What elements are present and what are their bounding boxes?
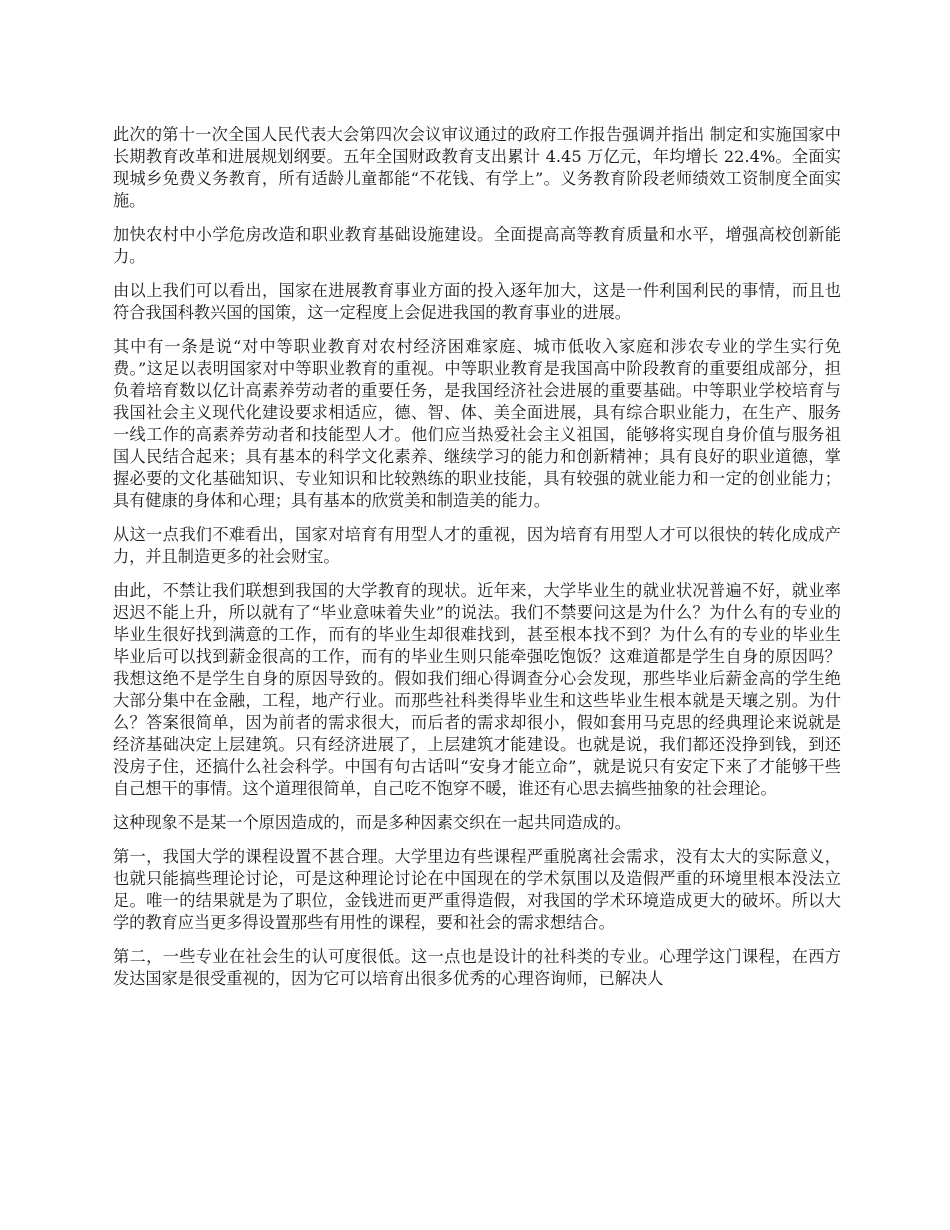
paragraph-3: 由以上我们可以看出，国家在进展教育事业方面的投入逐年加大，这是一件利国利民的事情，而且也符合我国科教兴国的国策，这一定程度上会促进我国的教育事业的进展。 bbox=[113, 281, 841, 322]
paragraph-2: 加快农村中小学危房改造和职业教育基础设施建设。全面提高高等教育质量和水平，增强高校创新能力。 bbox=[113, 225, 841, 266]
paragraph-9: 第二，一些专业在社会生的认可度很低。这一点也是设计的社科类的专业。心理学这门课程，在西方发达国家是很受重视的，因为它可以培育出很多优秀的心理咨询师，已解决人 bbox=[113, 947, 841, 988]
paragraph-8: 第一，我国大学的课程设置不甚合理。大学里边有些课程严重脱离社会需求，没有太大的实际意义，也就只能搞些理论讨论，可是这种理论讨论在中国现在的学术氛围以及造假严重的环境里根本没法立足。唯一的结果就是为了职位，金钱进而更严重得造假，对我国的学术环境造成更大的破坏。所以大学的教育应当更多得设置那些有用性的课程，要和社会的需求想结合。 bbox=[113, 847, 841, 932]
paragraph-1: 此次的第十一次全国人民代表大会第四次会议审议通过的政府工作报告强调并指出 制定和实施国家中长期教育改革和进展规划纲要。五年全国财政教育支出累计 4.45 万亿元，年均增长 22.4%。全面实现城乡免费义务教育，所有适龄儿童都能“不花钱、有学上”。义务教育阶段老师绩效工资制度全面实施。 bbox=[113, 125, 841, 210]
paragraph-6: 由此，不禁让我们联想到我国的大学教育的现状。近年来，大学毕业生的就业状况普遍不好，就业率迟迟不能上升，所以就有了“毕业意味着失业”的说法。我们不禁要问这是为什么？为什么有的专业的毕业生很好找到满意的工作，而有的毕业生却很难找到，甚至根本找不到？为什么有的专业的毕业生毕业后可以找到薪金很高的工作，而有的毕业生则只能牵强吃饱饭？这难道都是学生自身的原因吗？我想这绝不是学生自身的原因导致的。假如我们细心得调查分心会发现，那些毕业后薪金高的学生绝大部分集中在金融，工程，地产行业。而那些社科类得毕业生和这些毕业生根本就是天壤之别。为什么？答案很简单，因为前者的需求很大，而后者的需求却很小，假如套用马克思的经典理论来说就是经济基础决定上层建筑。只有经济进展了，上层建筑才能建设。也就是说，我们都还没挣到钱，到还没房子住，还搞什么社会科学。中国有句古话叫“安身才能立命”，就是说只有安定下来了才能够干些自己想干的事情。这个道理很简单，自己吃不饱穿不暖，谁还有心思去搞些抽象的社会理论。 bbox=[113, 581, 841, 798]
document-body bbox=[113, 124, 841, 1002]
paragraph-5: 从这一点我们不难看出，国家对培育有用型人才的重视，因为培育有用型人才可以很快的转化成成产力，并且制造更多的社会财宝。 bbox=[113, 525, 841, 566]
paragraph-4: 其中有一条是说“对中等职业教育对农村经济困难家庭、城市低收入家庭和涉农专业的学生实行免费。”这足以表明国家对中等职业教育的重视。中等职业教育是我国高中阶段教育的重要组成部分，担负着培育数以亿计高素养劳动者的重要任务，是我国经济社会进展的重要基础。中等职业学校培育与我国社会主义现代化建设要求相适应，德、智、体、美全面进展，具有综合职业能力，在生产、服务一线工作的高素养劳动者和技能型人才。他们应当热爱社会主义祖国，能够将实现自身价值与服务祖国人民结合起来；具有基本的科学文化素养、继续学习的能力和创新精神；具有良好的职业道德，掌握必要的文化基础知识、专业知识和比较熟练的职业技能，具有较强的就业能力和一定的创业能力；具有健康的身体和心理；具有基本的欣赏美和制造美的能力。 bbox=[113, 337, 841, 510]
paragraph-7: 这种现象不是某一个原因造成的，而是多种因素交织在一起共同造成的。 bbox=[113, 813, 631, 832]
